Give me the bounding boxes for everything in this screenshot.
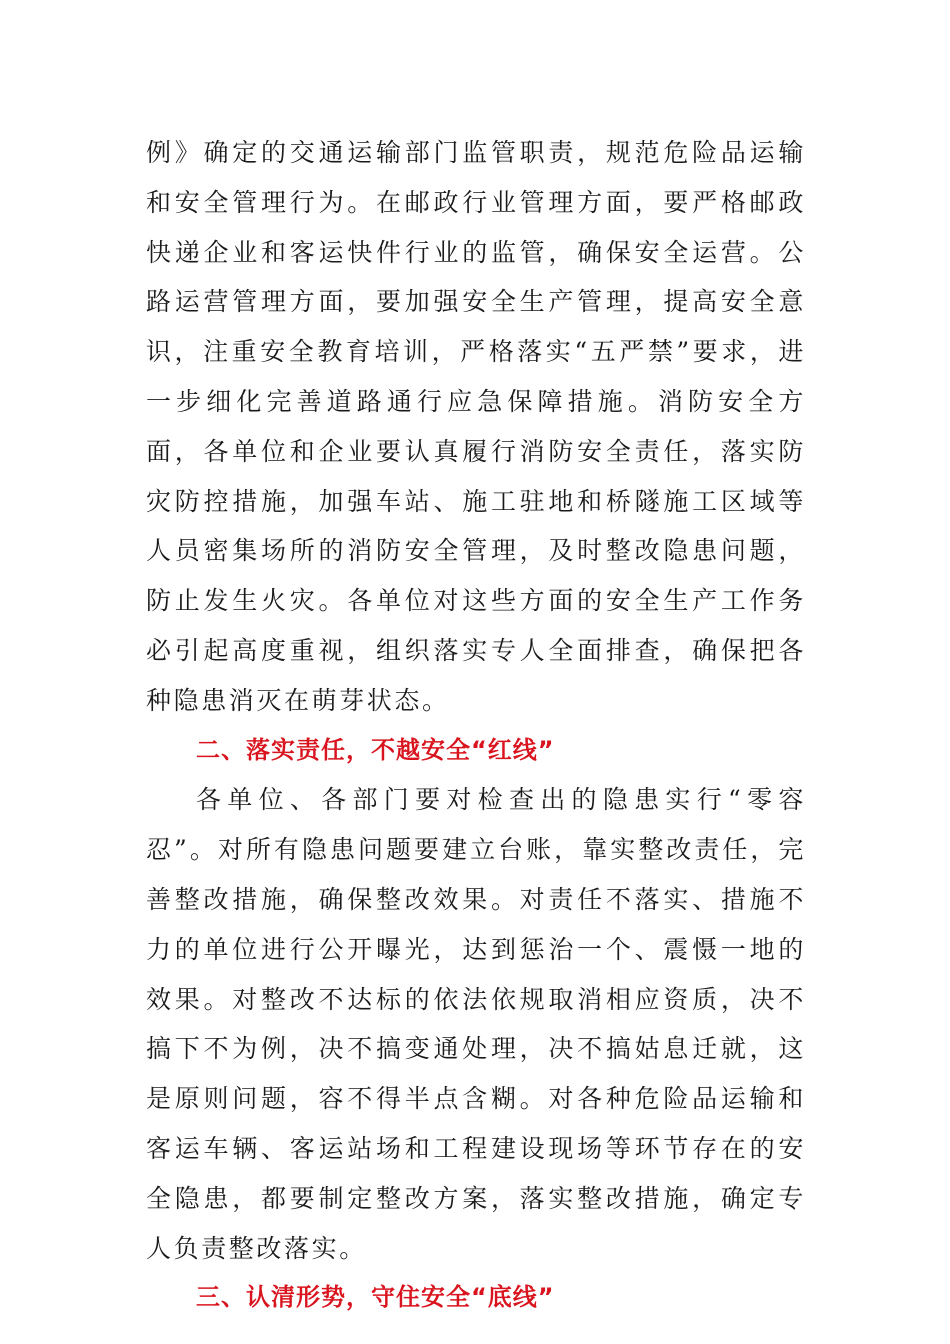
document-body	[146, 128, 806, 1323]
section-heading-2: 二、落实责任，不越安全“红线”	[196, 735, 555, 764]
paragraph-section-2: 各单位、各部门要对检查出的隐患实行“零容忍”。对所有隐患问题要建立台账，靠实整改责任，完善整改措施，确保整改效果。对责任不落实、措施不力的单位进行公开曝光，达到惩治一个、震慑一地的效果。对整改不达标的依法依规取消相应资质，决不搞下不为例，决不搞变通处理，决不搞姑息迁就，这是原则问题，容不得半点含糊。对各种危险品运输和客运车辆、客运站场和工程建设现场等环节存在的安全隐患，都要制定整改方案，落实整改措施，确定专人负责整改落实。	[146, 785, 806, 1263]
section-heading-3: 三、认清形势，守住安全“底线”	[196, 1283, 555, 1312]
paragraph-continuation: 例》确定的交通运输部门监管职责，规范危险品运输和安全管理行为。在邮政行业管理方面，要严格邮政快递企业和客运快件行业的监管，确保安全运营。公路运营管理方面，要加强安全生产管理，提高安全意识，注重安全教育培训，严格落实“五严禁”要求，进一步细化完善道路通行应急保障措施。消防安全方面，各单位和企业要认真履行消防安全责任，落实防灾防控措施，加强车站、施工驻地和桥隧施工区域等人员密集场所的消防安全管理，及时整改隐患问题，防止发生火灾。各单位对这些方面的安全生产工作务必引起高度重视，组织落实专人全面排查，确保把各种隐患消灭在萌芽状态。	[146, 138, 806, 715]
